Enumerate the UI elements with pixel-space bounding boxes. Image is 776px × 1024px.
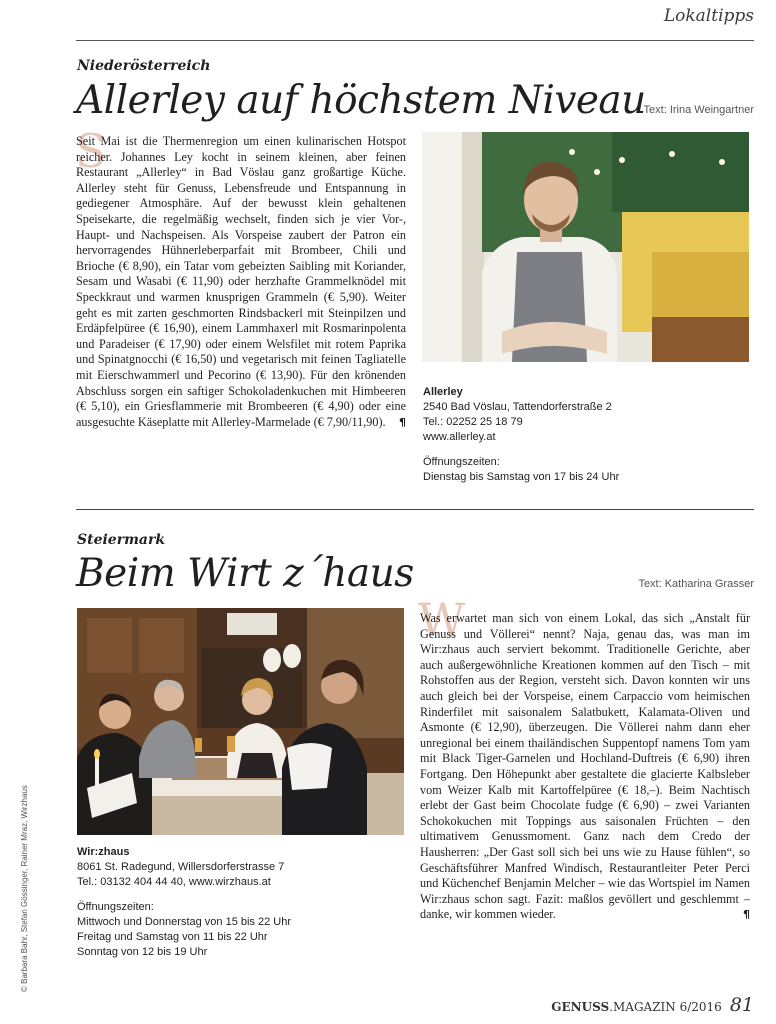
- page-footer: [551, 994, 754, 1016]
- section-label: Lokaltipps: [663, 6, 754, 26]
- article2-info-hours-2: Freitag und Samstag von 11 bis 22 Uhr: [77, 931, 268, 943]
- article1-info-address: 2540 Bad Vöslau, Tattendorferstraße 2: [423, 401, 612, 413]
- article1-info: [423, 385, 749, 485]
- magazine-name: [551, 1000, 722, 1014]
- article2-info-tel-web: Tel.: 03132 404 44 40, www.wirzhaus.at: [77, 876, 271, 888]
- article1-info-hours: Dienstag bis Samstag von 17 bis 24 Uhr: [423, 471, 620, 483]
- article1-info-name: Allerley: [423, 386, 463, 398]
- article1-dropcap: S: [75, 124, 107, 178]
- chef-photo-illustration: [422, 132, 749, 362]
- article2-info-hours-1: Mittwoch und Donnerstag von 15 bis 22 Uhr: [77, 916, 292, 928]
- article2-endmark: ¶: [743, 908, 750, 922]
- restaurant-photo: [77, 608, 404, 835]
- article2-region: Steiermark: [77, 532, 166, 548]
- chef-photo: [422, 132, 749, 362]
- article1-info-tel: Tel.: 02252 25 18 79: [423, 416, 523, 428]
- page-number: 81: [729, 994, 754, 1016]
- article1-title: Allerley auf höchstem Niveau: [76, 78, 646, 123]
- article1-credit: Text: Irina Weingartner: [643, 104, 754, 116]
- article2-dropcap: W: [418, 593, 466, 647]
- article2-body: [418, 593, 750, 923]
- article2-info-hours-3: Sonntag von 12 bis 19 Uhr: [77, 946, 208, 958]
- article1-info-hours-label: Öffnungszeiten:: [423, 456, 500, 468]
- article1-text: Seit Mai ist die Thermenregion um einen kulinarischen Hotspot reicher. Johannes Ley kocht in seinem kleinen, aber feinen Restaurant „Allerley“ in Bad Vöslau ganz großartige Küche. Allerley steht für Genuss, Lebensfreude und Entspannung in gediegener Atmosphäre. Auf der bewusst klein gehaltenen Speisekarte, die regelmäßig wechselt, finden sich je vier Vor-, Haupt- und Nachspeisen. Als Vorspeise zaubert der Patron ein hervorragendes Hühnerleberparfait mit Brombeer, Chili und Brioche (€ 8,90), ein Tatar vom gebeizten Saibling mit Koriander, Sesam und Wasabi (€ 11,90) oder herzhafte Grammelknödel mit Speckkraut und warmen knusprigen Grammeln (€ 5,90). Weiter geht es mit zarten geschmorten Rindsbackerl mit Steinpilzen und Erdäpfelpüree (€ 16,90), einem Lammhaxerl mit Rosmarinpolenta und Paradeiser (€ 17,90) oder einem Welsfilet mit rotem Paprika und Spinatgnocchi (€ 16,50) und vegetarisch mit feinen Tagliatelle mit Eierschwammerl und Pecorino (€ 13,90). Für den krönenden Abschluss sorgen ein saftiger Schokoladenkuchen mit Himbeeren (€ 5,10), ein Griesflammerie mit Brombeeren (€ 4,90) oder eine ausgesuchte Käseplatte mit Allerley-Marmelade (€ 7,90/11,90).: [76, 134, 406, 429]
- restaurant-photo-illustration: [77, 608, 404, 835]
- article1-region: Niederösterreich: [77, 58, 211, 74]
- article1-endmark: ¶: [399, 415, 406, 429]
- article2-info-address: 8061 St. Radegund, Willersdorferstrasse 7: [77, 861, 285, 873]
- photo-credit: © Barbara Bahr, Stefan Gössinger, Rainer Mraz, Wirzhaus: [20, 785, 29, 992]
- article-divider: [76, 509, 754, 510]
- article2-credit: Text: Katharina Grasser: [638, 578, 754, 590]
- article1-info-web[interactable]: www.allerley.at: [423, 431, 496, 443]
- article1-body: [75, 124, 406, 430]
- article2-info-name: Wir:zhaus: [77, 846, 130, 858]
- header-rule: [76, 40, 754, 41]
- article2-text: Was erwartet man sich von einem Lokal, das sich „Anstalt für Genuss und Völlerei“ nennt? Naja, genau das, was man im Wir:zhaus auch serviert bekommt. Traditionelle Gerichte, aber auch außergewöhnliche Kreationen kommen auf den Tisch – mit Rohstoffen aus der Region, versteht sich. Davon konnten wir uns auch gleich bei der Vorspeise, einem Carpaccio vom heimischen Rinderfilet mit saisonalem Salatbukett, Kalamata-Oliven und Asmonte (€ 12,90), überzeugen. Die Völlerei nahm dann eher unregional bei einem thailändischen Suppentopf namens Tom yam mit Black Tiger-Garnelen und Hochland-Duftreis (€ 6,90) ihren Fortgang. Den Höhepunkt aber gestaltete die glacierte Kalbsleber vom Weizer Kalb mit Kartoffelpüree (€ 18,–). Beim Nachtisch erlebt der Gast beim Chocolate fudge (€ 6,90) – zwei Varianten Schokokuchen mit Toppings aus saisonalen Früchten – den ultimativem Genussmoment. Ganz nach dem Credo der Hausherren: „Der Gast soll sich bei uns wie zu Hause fühlen“, so Geschäftsführer Manfred Windisch, Restaurantleiter Peter Perci und Küchenchef Benjamin Melcher – wie das Wortspiel im Namen Wir:zhaus schon sagt. Fazit: maßlos gevöllert und geschlemmt – danke, wir kommen wieder.: [420, 611, 750, 922]
- magazine-issue: .MAGAZIN 6/2016: [609, 1000, 722, 1014]
- magazine-name-bold: GENUSS: [551, 1000, 610, 1014]
- article2-title: Beim Wirt z´haus: [76, 551, 414, 596]
- article2-info: [77, 845, 404, 960]
- article2-info-hours-label: Öffnungszeiten:: [77, 901, 154, 913]
